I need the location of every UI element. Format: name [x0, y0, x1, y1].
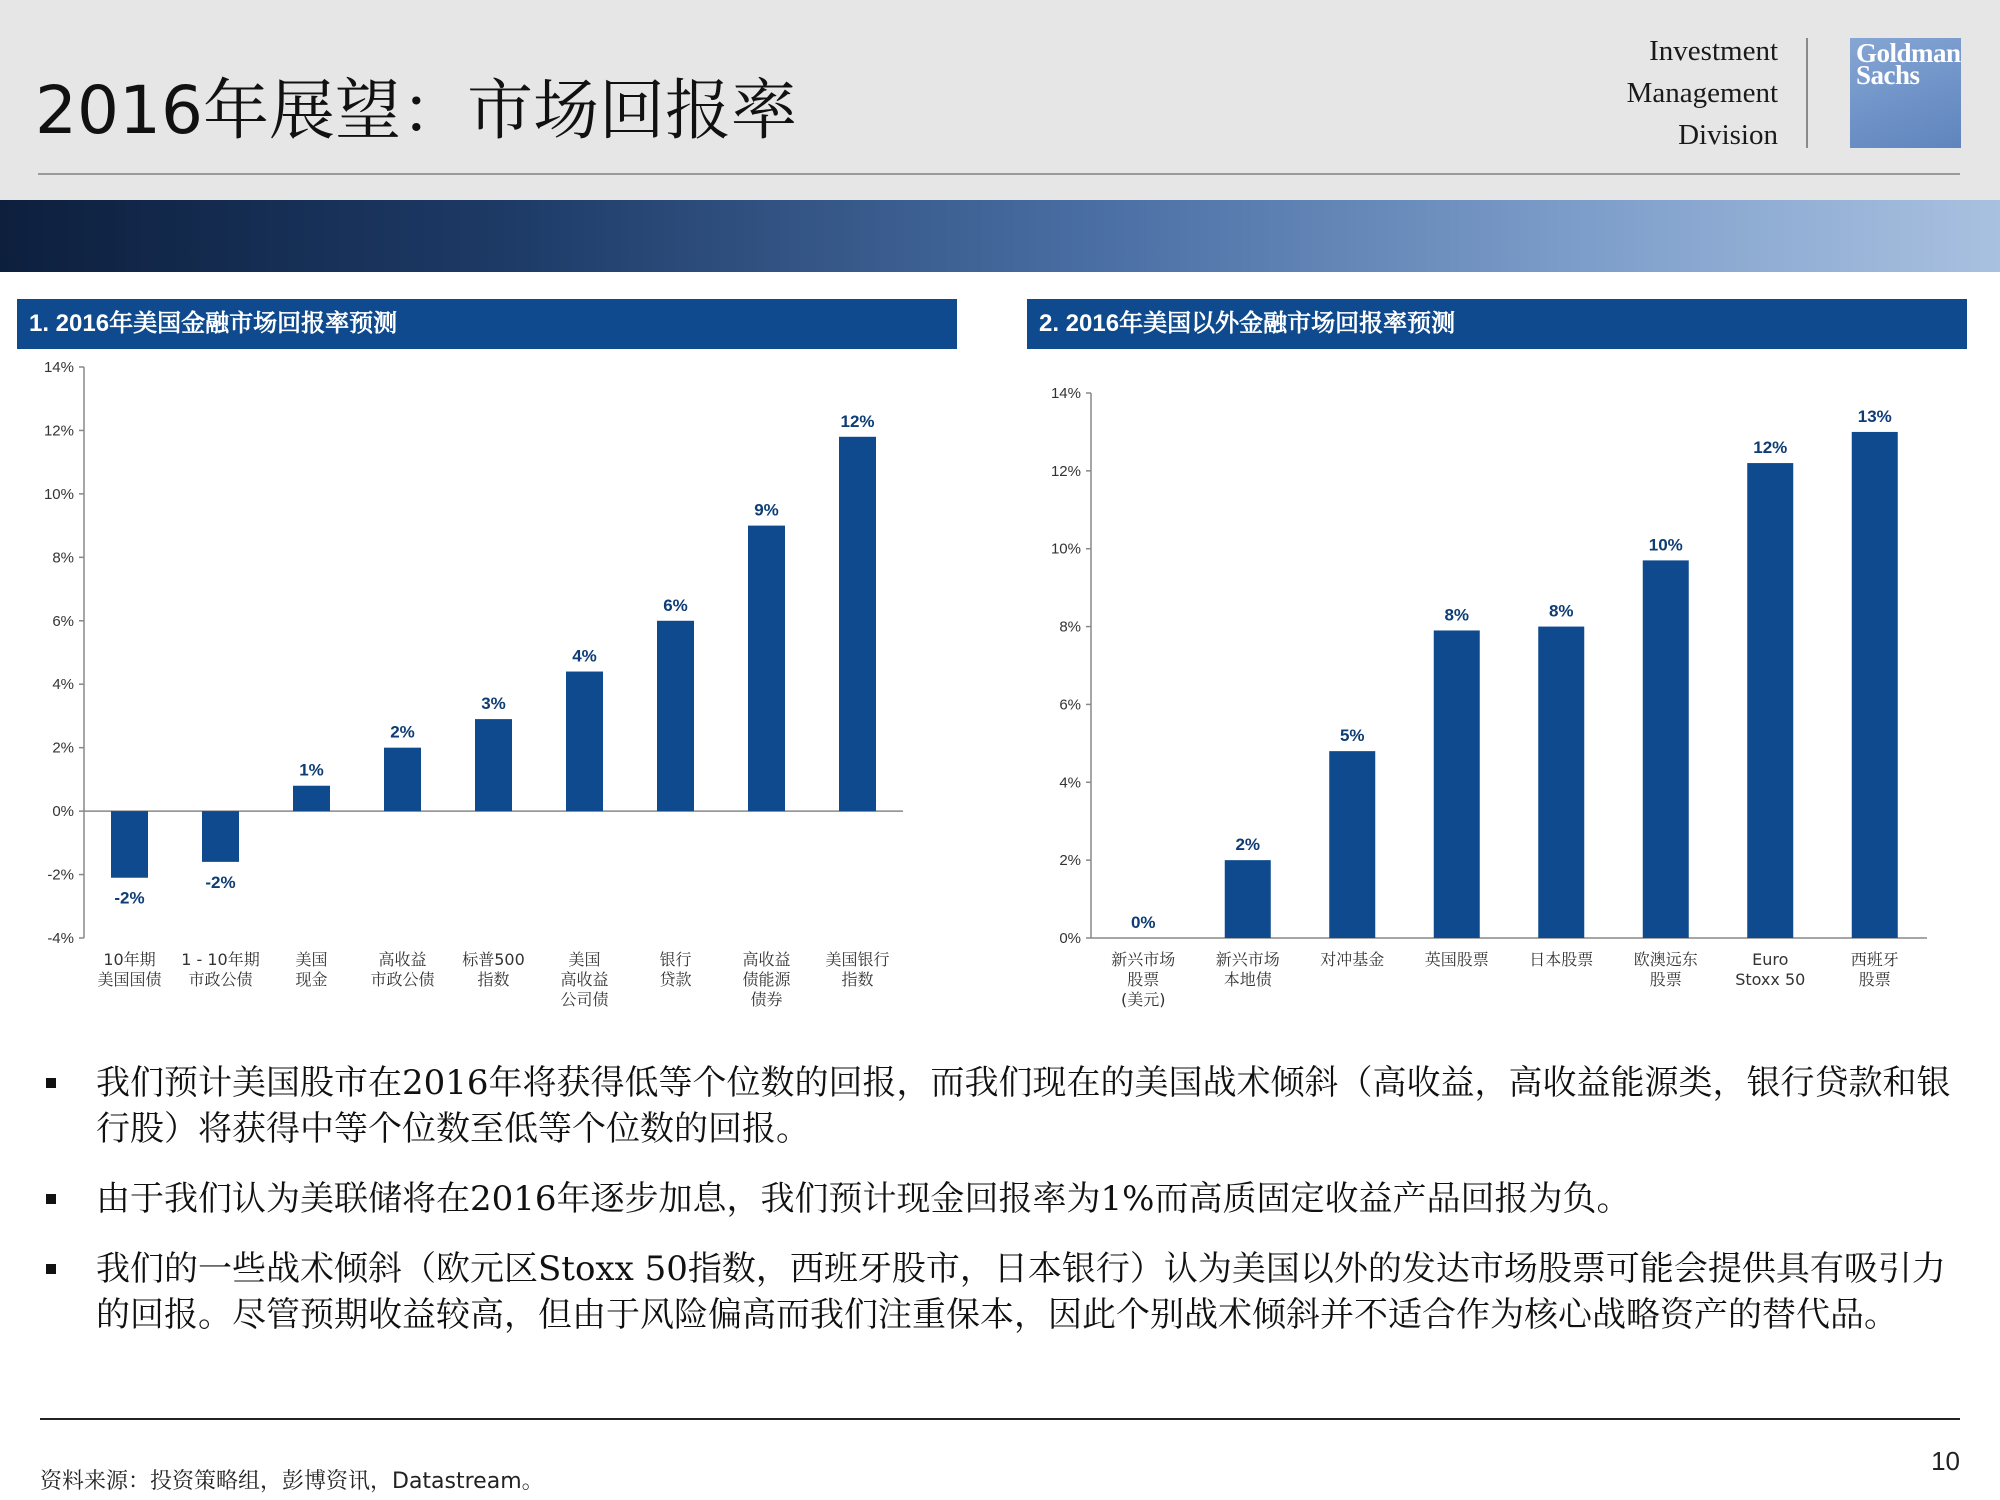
- bar: [111, 811, 148, 878]
- division-line-3: Division: [1678, 119, 1778, 151]
- y-tick-label: 8%: [1059, 618, 1081, 636]
- x-category-label: 美国 高收益 公司债: [560, 950, 609, 1009]
- logo-text: [1856, 38, 1961, 90]
- goldman-sachs-logo: [1850, 38, 1961, 148]
- bullet-text: 我们预计美国股市在2016年将获得低等个位数的回报，而我们现在的美国战术倾斜（高收益，高收益能源类，银行贷款和银行股）将获得中等个位数至低等个位数的回报。: [96, 1063, 1951, 1149]
- data-label: 9%: [754, 500, 779, 520]
- division-name: [1627, 30, 1778, 156]
- bar: [1852, 432, 1898, 938]
- bar: [1747, 463, 1793, 938]
- bar: [1225, 860, 1271, 938]
- page-number: 10: [1931, 1446, 1960, 1476]
- x-category-label: 银行 贷款: [659, 950, 692, 989]
- chart-2-header: [1027, 299, 1967, 349]
- x-category-label: 日本股票: [1529, 950, 1594, 969]
- bar: [475, 719, 512, 811]
- bullet-square-icon: [46, 1264, 56, 1274]
- logo-line-2: Sachs: [1856, 60, 1920, 90]
- non-us-returns-chart: [1000, 355, 2000, 1045]
- y-tick-label: 10%: [1050, 540, 1081, 558]
- data-label: 1%: [299, 760, 324, 780]
- page-title: 2016年展望：市场回报率: [35, 72, 797, 149]
- bar: [839, 437, 876, 811]
- y-tick-label: 6%: [1059, 696, 1081, 714]
- y-tick-label: 8%: [52, 549, 74, 567]
- data-label: 8%: [1548, 601, 1574, 621]
- y-tick-label: 14%: [1050, 385, 1081, 402]
- commentary-bullets: [40, 1060, 1960, 1362]
- y-tick-label: 4%: [1059, 774, 1081, 792]
- bullet-item: [40, 1060, 1960, 1152]
- x-category-label: 美国 现金: [295, 950, 328, 989]
- y-tick-label: -2%: [47, 866, 74, 884]
- x-category-label: 1 - 10年期 市政公债: [181, 950, 260, 989]
- bullet-item: [40, 1176, 1960, 1222]
- footer-divider: [40, 1418, 1960, 1420]
- us-returns-chart: [0, 355, 1000, 1045]
- x-category-label: 高收益 债能源 债券: [742, 950, 791, 1009]
- data-label: 2%: [390, 722, 415, 742]
- bar: [1643, 560, 1689, 938]
- chart-2-title: 2. 2016年美国以外金融市场回报率预测: [1039, 310, 1456, 337]
- bar: [1538, 627, 1584, 938]
- division-line-2: Management: [1626, 77, 1778, 109]
- bar: [566, 672, 603, 812]
- bullet-square-icon: [46, 1194, 56, 1204]
- header-divider: [38, 173, 1960, 175]
- x-category-label: Euro Stoxx 50: [1735, 950, 1806, 989]
- y-tick-label: 12%: [1050, 462, 1081, 480]
- bar: [748, 526, 785, 812]
- y-tick-label: 4%: [52, 676, 74, 694]
- bullet-text: 由于我们认为美联储将在2016年逐步加息，我们预计现金回报率为1%而高质固定收益产品回报为负。: [96, 1179, 1631, 1219]
- decorative-banner: [0, 200, 2000, 272]
- y-tick-label: 6%: [52, 612, 74, 630]
- data-label: 2%: [1235, 835, 1261, 855]
- chart-1-header: [17, 299, 957, 349]
- x-category-label: 标普500 指数: [462, 950, 525, 989]
- x-category-label: 西班牙 股票: [1850, 950, 1899, 989]
- data-label: -2%: [205, 872, 236, 892]
- data-label: 12%: [840, 411, 875, 431]
- y-tick-label: 0%: [1059, 930, 1081, 947]
- chart-1-title: 1. 2016年美国金融市场回报率预测: [29, 310, 398, 337]
- data-label: 13%: [1857, 406, 1892, 426]
- x-category-label: 高收益 市政公债: [370, 950, 435, 989]
- data-label: -2%: [114, 888, 145, 908]
- bullet-square-icon: [46, 1078, 56, 1088]
- data-label: 12%: [1753, 438, 1788, 458]
- source-note: 资料来源：投资策略组，彭博资讯，Datastream。: [40, 1469, 544, 1494]
- bar: [202, 811, 239, 862]
- y-tick-label: 2%: [52, 739, 74, 757]
- x-category-label: 新兴市场 本地债: [1215, 950, 1280, 989]
- logo-divider: [1806, 38, 1808, 148]
- data-label: 8%: [1444, 605, 1470, 625]
- bullet-item: [40, 1246, 1960, 1338]
- y-tick-label: 2%: [1059, 852, 1081, 870]
- bar: [1434, 630, 1480, 938]
- data-label: 0%: [1130, 913, 1156, 932]
- x-category-label: 10年期 美国国债: [97, 950, 162, 989]
- division-line-1: Investment: [1649, 35, 1778, 67]
- y-tick-label: -4%: [47, 930, 74, 947]
- data-label: 10%: [1648, 535, 1683, 555]
- y-tick-label: 0%: [52, 803, 74, 821]
- bar: [1329, 751, 1375, 938]
- x-category-label: 新兴市场 股票 (美元): [1111, 950, 1176, 1009]
- bar: [657, 621, 694, 811]
- y-tick-label: 12%: [43, 422, 74, 440]
- logo-line-1: Goldman: [1856, 38, 1961, 68]
- y-tick-label: 14%: [43, 359, 74, 376]
- bar: [293, 786, 330, 811]
- data-label: 3%: [481, 694, 506, 714]
- bar: [384, 748, 421, 811]
- bullet-text: 我们的一些战术倾斜（欧元区Stoxx 50指数，西班牙股市，日本银行）认为美国以外的发达市场股票可能会提供具有吸引力的回报。尽管预期收益较高，但由于风险偏高而我们注重保本，因此个别战术倾斜并不适合作为核心战略资产的替代品。: [96, 1249, 1946, 1335]
- x-category-label: 美国银行 指数: [825, 950, 890, 989]
- x-category-label: 欧澳远东 股票: [1633, 950, 1698, 989]
- x-category-label: 对冲基金: [1320, 950, 1385, 969]
- data-label: 6%: [663, 595, 688, 615]
- y-tick-label: 10%: [43, 485, 74, 503]
- data-label: 4%: [572, 646, 597, 666]
- x-category-label: 英国股票: [1424, 950, 1489, 969]
- data-label: 5%: [1339, 726, 1365, 746]
